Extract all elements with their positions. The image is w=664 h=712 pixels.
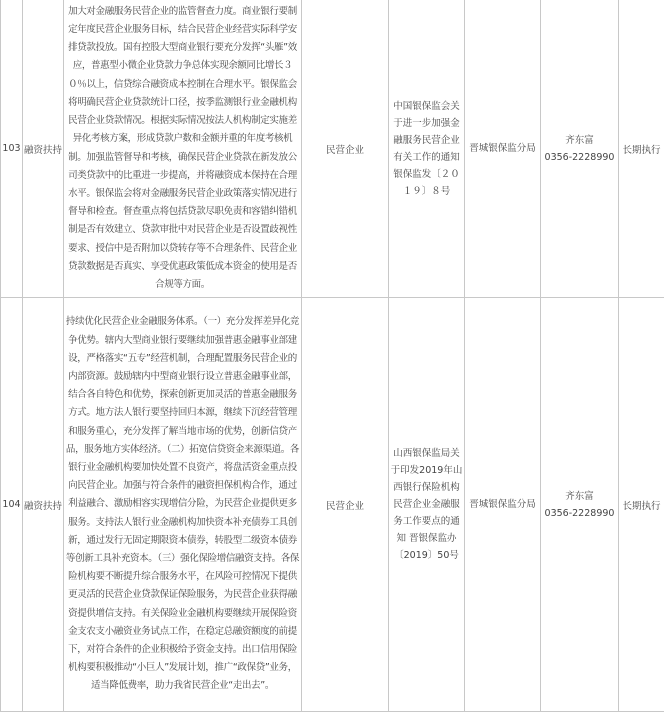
row-number: 103 <box>1 0 23 298</box>
contact-phone: 0356-2228990 <box>544 507 615 519</box>
target-group: 民营企业 <box>302 298 389 712</box>
contact-phone: 0356-2228990 <box>544 151 615 163</box>
target-group: 民营企业 <box>302 0 389 298</box>
contact-name: 齐东富 <box>565 134 594 146</box>
validity-period: 长期执行 <box>619 0 664 298</box>
responsible-department: 晋城银保监分局 <box>465 0 541 298</box>
support-type: 融资扶持 <box>23 298 64 712</box>
contact-cell <box>541 0 619 298</box>
table-row <box>1 0 664 298</box>
responsible-department: 晋城银保监分局 <box>465 298 541 712</box>
policy-document: 山西银保监局关于印发2019年山西银行保险机构民营企业金融服务工作要点的通知 晋银保监办〔2019〕50号 <box>389 298 465 712</box>
policy-measure: 持续优化民营企业金融服务体系。（一）充分发挥差异化竞争优势。辖内大型商业银行要继续加强普惠金融事业部建设，严格落实“五专”经营机制，合理配置服务民营企业的内部资源。鼓励辖内中型商业银行设立普惠金融事业部，结合各自特色和优势，探索创新更加灵活的普惠金融服务方式。地方法人银行要坚持回归本源，继续下沉经营管理和服务重心，充分发挥了解当地市场的优势，创新信贷产品，服务地方实体经济。（二）拓宽信贷资金来源渠道。各银行业金融机构要加快处置不良资产，将盘活资金重点投向民营企业。加强与符合条件的融资担保机构合作，通过利益融合、激励相容实现增信分险，为民营企业提供更多服务。支持法人银行业金融机构加快资本补充债券工具创新，通过发行无固定期限资本债券，转股型二级资本债券等创新工具补充资本。（三）强化保险增信融资支持。各保险机构要不断提升综合服务水平，在风险可控情况下提供更灵活的民营企业贷款保证保险服务，为民营企业获得融资提供增信支持。有关保险业金融机构要继续开展保险资金支农支小融资业务试点工作，在稳定总融资额度的前提下，对符合条件的企业积极给予资金支持。出口信用保险机构要积极推动“小巨人”发展计划，推广“政保贷”业务，适当降低费率，助力我省民营企业“走出去”。 <box>64 298 302 712</box>
contact-name: 齐东富 <box>565 490 594 502</box>
row-number: 104 <box>1 298 23 712</box>
support-type: 融资扶持 <box>23 0 64 298</box>
policy-measure: 加大对金融服务民营企业的监管督查力度。商业银行要制定年度民营企业服务目标，结合民营企业经营实际科学安排贷款投放。国有控股大型商业银行要充分发挥“头雁”效应，普惠型小微企业贷款力争总体实现余额同比增长３０％以上，信贷综合融资成本控制在合理水平。银保监会将明确民营企业贷款统计口径，按季监测银行业金融机构民营企业贷款情况。根据实际情况按法人机构制定实施差异化考核方案，形成贷款户数和金额并重的年度考核机制。加强监管督导和考核，确保民营企业贷款在新发放公司类贷款中的比重进一步提高，并将融资成本保持在合理水平。银保监会将对金融服务民营企业政策落实情况进行督导和检查。督查重点将包括贷款尽职免责和容错纠错机制是否有效建立、贷款审批中对民营企业是否设置歧视性要求、授信中是否附加以贷转存等不合理条件、民营企业贷款数据是否真实、享受优惠政策低成本资金的使用是否合规等方面。 <box>64 0 302 298</box>
contact-cell <box>541 298 619 712</box>
validity-period: 长期执行 <box>619 298 664 712</box>
policy-document: 中国银保监会关于进一步加强金融服务民营企业有关工作的通知银保监发〔２０１９〕８号 <box>389 0 465 298</box>
table-row <box>1 298 664 712</box>
